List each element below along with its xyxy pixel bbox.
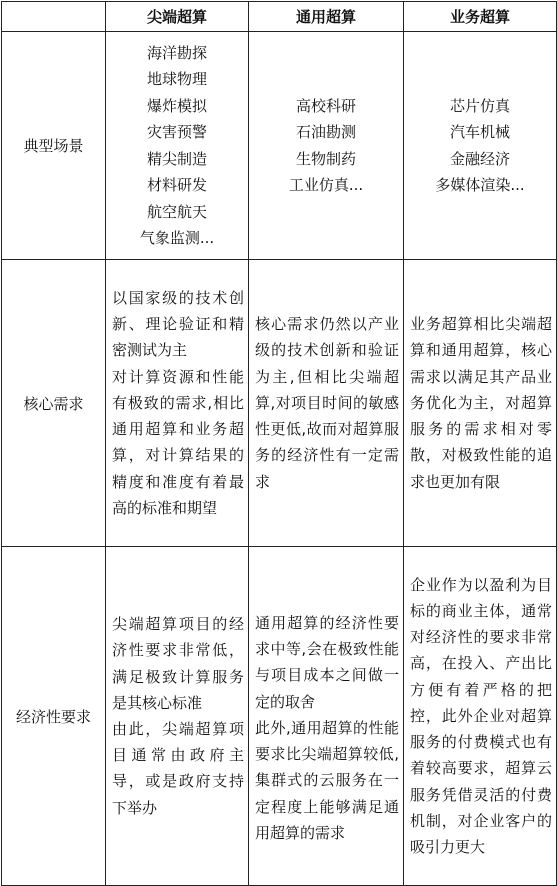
scenarios-general-cell — [249, 32, 404, 260]
list-item: 地球物理 — [146, 70, 207, 88]
list-item: 金融经济 — [449, 149, 510, 168]
list-item: 高校科研 — [295, 96, 356, 115]
row-label-core-demand: 核心需求 — [2, 260, 106, 547]
paragraph: 核心需求仍然以产业级的技术创新和验证为主,但相比尖端超算,对项目时间的敏感性更低,故而对超算服务的经济性有一定需求 — [255, 315, 399, 491]
header-business: 业务超算 — [404, 2, 557, 32]
row-core-demand — [2, 260, 557, 547]
core-general-cell — [249, 260, 404, 547]
list-item: 生物制药 — [295, 149, 356, 168]
row-typical-scenarios — [2, 32, 557, 260]
paragraph: 业务超算相比尖端超算和通用超算，核心需求以满足其产品业务优化为主，对超算服务的需求相对零散，对极致性能的追求也更加有限 — [410, 315, 552, 491]
list-item: 石油勘测 — [295, 123, 356, 141]
list-item: 精尖制造 — [146, 149, 207, 168]
paragraph: 以国家级的技术创新、理论验证和精密测试为主 — [112, 289, 244, 360]
header-general: 通用超算 — [249, 2, 404, 32]
paragraph: 通用超算的经济性要求中等,会在极致性能与项目成本之间做一定的取舍 — [255, 614, 399, 711]
paragraph: 此外,通用超算的性能要求比尖端超算较低,集群式的云服务在一定程度上能够满足通用超算的需求 — [255, 718, 399, 842]
paragraph: 对计算资源和性能有极致的需求,相比通用超算和业务超算，对计算结果的精度和准度有着最高的标准和期望 — [112, 367, 244, 517]
core-business-cell — [404, 260, 557, 547]
paragraph: 由此，尖端超算项目通常由政府主导，或是政府支持下举办 — [112, 720, 244, 817]
core-cutting-edge-cell — [106, 260, 249, 547]
paragraph: 企业作为以盈利为目标的商业主体，通常对经济性的要求非常高，在投入、产出比方便有着严格的把控，此外企业对超算服务的付费模式也有着较高要求，超算云服务凭借灵活的付费机制，对企业客户的吸引力更大 — [410, 575, 552, 856]
list-item: 海洋勘探 — [146, 43, 207, 62]
paragraph: 尖端超算项目的经济性要求非常低，满足极致计算服务是其核心标准 — [112, 615, 244, 712]
list-item: 工业仿真... — [288, 176, 364, 194]
header-row — [2, 2, 557, 32]
scenarios-cutting-edge-cell — [106, 32, 249, 260]
list-item: 气象监测... — [139, 229, 215, 247]
list-item: 爆炸模拟 — [146, 96, 207, 115]
list-item: 芯片仿真 — [449, 96, 510, 115]
econ-business-cell — [404, 547, 557, 886]
list-item: 多媒体渲染... — [435, 176, 525, 194]
comparison-table — [1, 1, 557, 886]
list-item: 材料研发 — [146, 176, 207, 194]
econ-cutting-edge-cell — [106, 547, 249, 886]
row-label-scenarios: 典型场景 — [2, 32, 106, 260]
header-corner-cell — [2, 2, 106, 32]
list-item: 汽车机械 — [449, 123, 510, 141]
row-economic-requirement — [2, 547, 557, 886]
row-label-economic: 经济性要求 — [2, 547, 106, 886]
list-item: 航空航天 — [146, 202, 207, 221]
header-cutting-edge: 尖端超算 — [106, 2, 249, 32]
scenarios-business-cell — [404, 32, 557, 260]
econ-general-cell — [249, 547, 404, 886]
list-item: 灾害预警 — [146, 123, 207, 141]
